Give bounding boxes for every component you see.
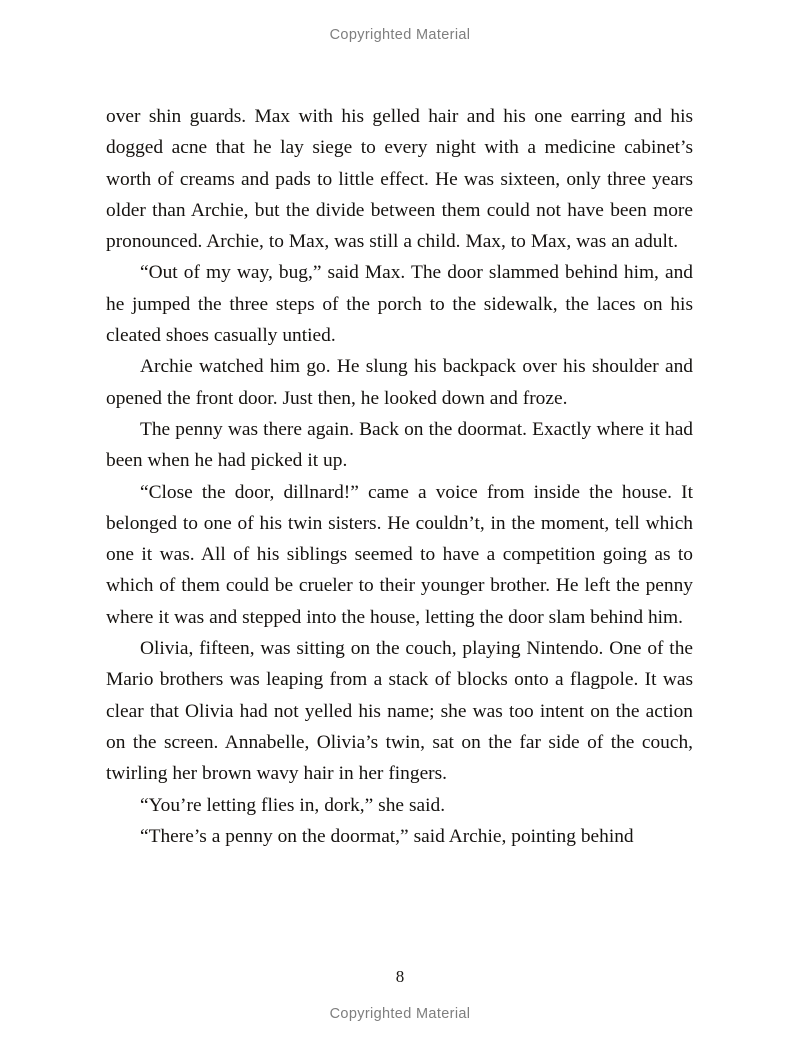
body-paragraph: The penny was there again. Back on the doormat. Exactly where it had been when he had picked it up.: [106, 418, 693, 472]
copyright-watermark-top: Copyrighted Material: [329, 27, 471, 43]
body-paragraph: “There’s a penny on the doormat,” said Archie, pointing behind: [140, 825, 634, 847]
body-paragraph: Archie watched him go. He slung his backpack over his shoulder and opened the front door. Just then, he looked down and froze.: [106, 356, 693, 409]
body-paragraph: “You’re letting flies in, dork,” she said.: [140, 794, 446, 816]
body-text-column: [106, 101, 693, 852]
body-paragraph: “Out of my way, bug,” said Max. The door slammed behind him, and he jumped the three steps of the porch to the sidewalk, the laces on his cleated shoes casually untied.: [106, 262, 693, 347]
copyright-watermark-bottom: Copyrighted Material: [329, 1006, 471, 1022]
body-paragraph: over shin guards. Max with his gelled hair and his one earring and his dogged acne that he lay siege to every night with a medicine cabinet’s worth of creams and pads to little effect. He was sixteen, only three years older than Archie, but the divide between them could not have been more pronounced. Archie, to Max, was still a child. Max, to Max, was an adult.: [106, 106, 693, 253]
body-paragraph: “Close the door, dillnard!” came a voice from inside the house. It belonged to one of his twin sisters. He couldn’t, in the moment, tell which one it was. All of his siblings seemed to have a competition going as to which of them could be crueler to their younger brother. He left the penny where it was and stepped into the house, letting the door slam behind him.: [106, 481, 693, 628]
body-paragraph: Olivia, fifteen, was sitting on the couch, playing Nintendo. One of the Mario brothers was leaping from a stack of blocks onto a flagpole. It was clear that Olivia had not yelled his name; she was too intent on the action on the screen. Annabelle, Olivia’s twin, sat on the far side of the couch, twirling her brown wavy hair in her fingers.: [106, 638, 693, 785]
page-number: 8: [395, 967, 405, 986]
